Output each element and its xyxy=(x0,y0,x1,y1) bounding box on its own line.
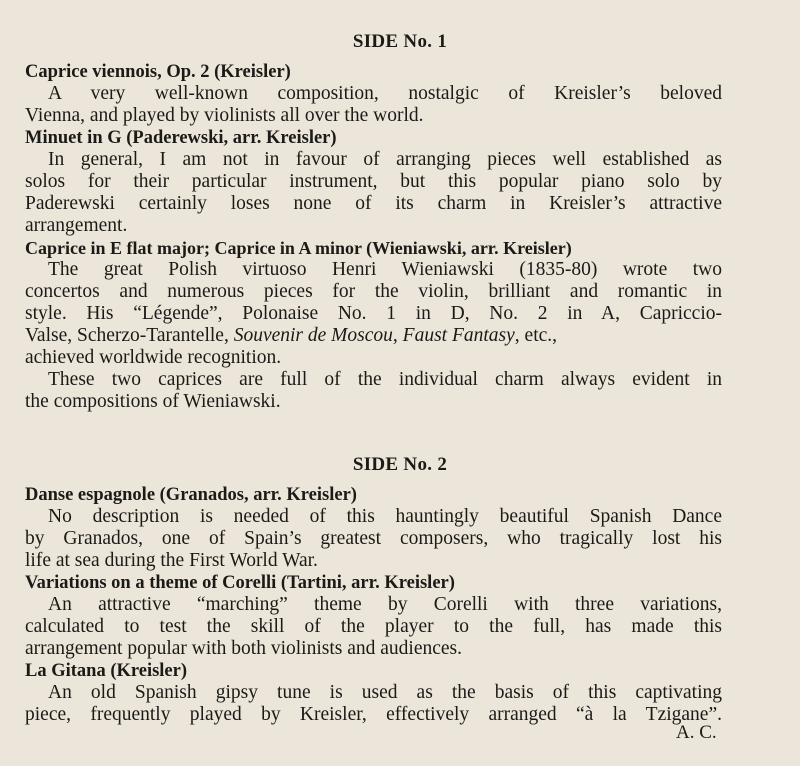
paragraph-line: concertos and numerous pieces for the violin, brilliant and romantic in xyxy=(25,281,722,302)
side-2-heading: SIDE No. 2 xyxy=(352,454,448,475)
side-1-heading: SIDE No. 1 xyxy=(352,31,448,52)
piece-title: La Gitana (Kreisler) xyxy=(25,661,188,681)
paragraph-line: A very well-known composition, nostalgic of Kreisler’s beloved xyxy=(48,83,722,104)
paragraph-line: solos for their particular instrument, but this popular piano solo by xyxy=(25,171,722,192)
paragraph-line: calculated to test the skill of the player to the full, has made this xyxy=(25,616,722,637)
paragraph-line: An old Spanish gipsy tune is used as the basis of this captivating xyxy=(48,682,722,703)
paragraph-line: piece, frequently played by Kreisler, effectively arranged “à la Tzigane”. xyxy=(25,704,722,725)
paragraph-line: An attractive “marching” theme by Corelli with three variations, xyxy=(48,594,722,615)
piece-title: Danse espagnole (Granados, arr. Kreisler) xyxy=(25,485,357,505)
paragraph-line: arrangement. xyxy=(25,215,128,236)
paragraph-line: In general, I am not in favour of arranging pieces well established as xyxy=(48,149,722,170)
paragraph-line: by Granados, one of Spain’s greatest composers, who tragically lost his xyxy=(25,528,722,549)
author-signature: A. C. xyxy=(676,722,717,743)
paragraph-line: Vienna, and played by violinists all over the world. xyxy=(25,105,424,126)
paragraph-line xyxy=(25,325,722,347)
piece-title: Caprice in E flat major; Caprice in A minor (Wieniawski, arr. Kreisler) xyxy=(25,238,572,258)
work-title: Faust Fantasy xyxy=(402,325,515,346)
text-run: Valse, Scherzo-Tarantelle, xyxy=(25,325,234,346)
text-run: , etc., xyxy=(514,325,558,346)
paragraph-line: style. His “Légende”, Polonaise No. 1 in D, No. 2 in A, Capriccio- xyxy=(25,303,722,324)
paragraph-line: achieved worldwide recognition. xyxy=(25,347,282,368)
paragraph-line: These two caprices are full of the individual charm always evident in xyxy=(48,369,722,390)
piece-title: Minuet in G (Paderewski, arr. Kreisler) xyxy=(25,128,337,148)
paragraph-line: The great Polish virtuoso Henri Wieniawski (1835-80) wrote two xyxy=(48,259,722,280)
piece-title: Caprice viennois, Op. 2 (Kreisler) xyxy=(25,62,291,82)
paragraph-line: arrangement popular with both violinists and audiences. xyxy=(25,638,463,659)
piece-title: Variations on a theme of Corelli (Tartini, arr. Kreisler) xyxy=(25,573,455,593)
paragraph-line: life at sea during the First World War. xyxy=(25,550,318,571)
paragraph-line: the compositions of Wieniawski. xyxy=(25,391,281,412)
text-run: , xyxy=(392,325,403,346)
work-title: Souvenir de Moscou xyxy=(233,325,393,346)
paragraph-line: Paderewski certainly loses none of its charm in Kreisler’s attractive xyxy=(25,193,722,214)
paragraph-line: No description is needed of this hauntingly beautiful Spanish Dance xyxy=(48,506,722,527)
